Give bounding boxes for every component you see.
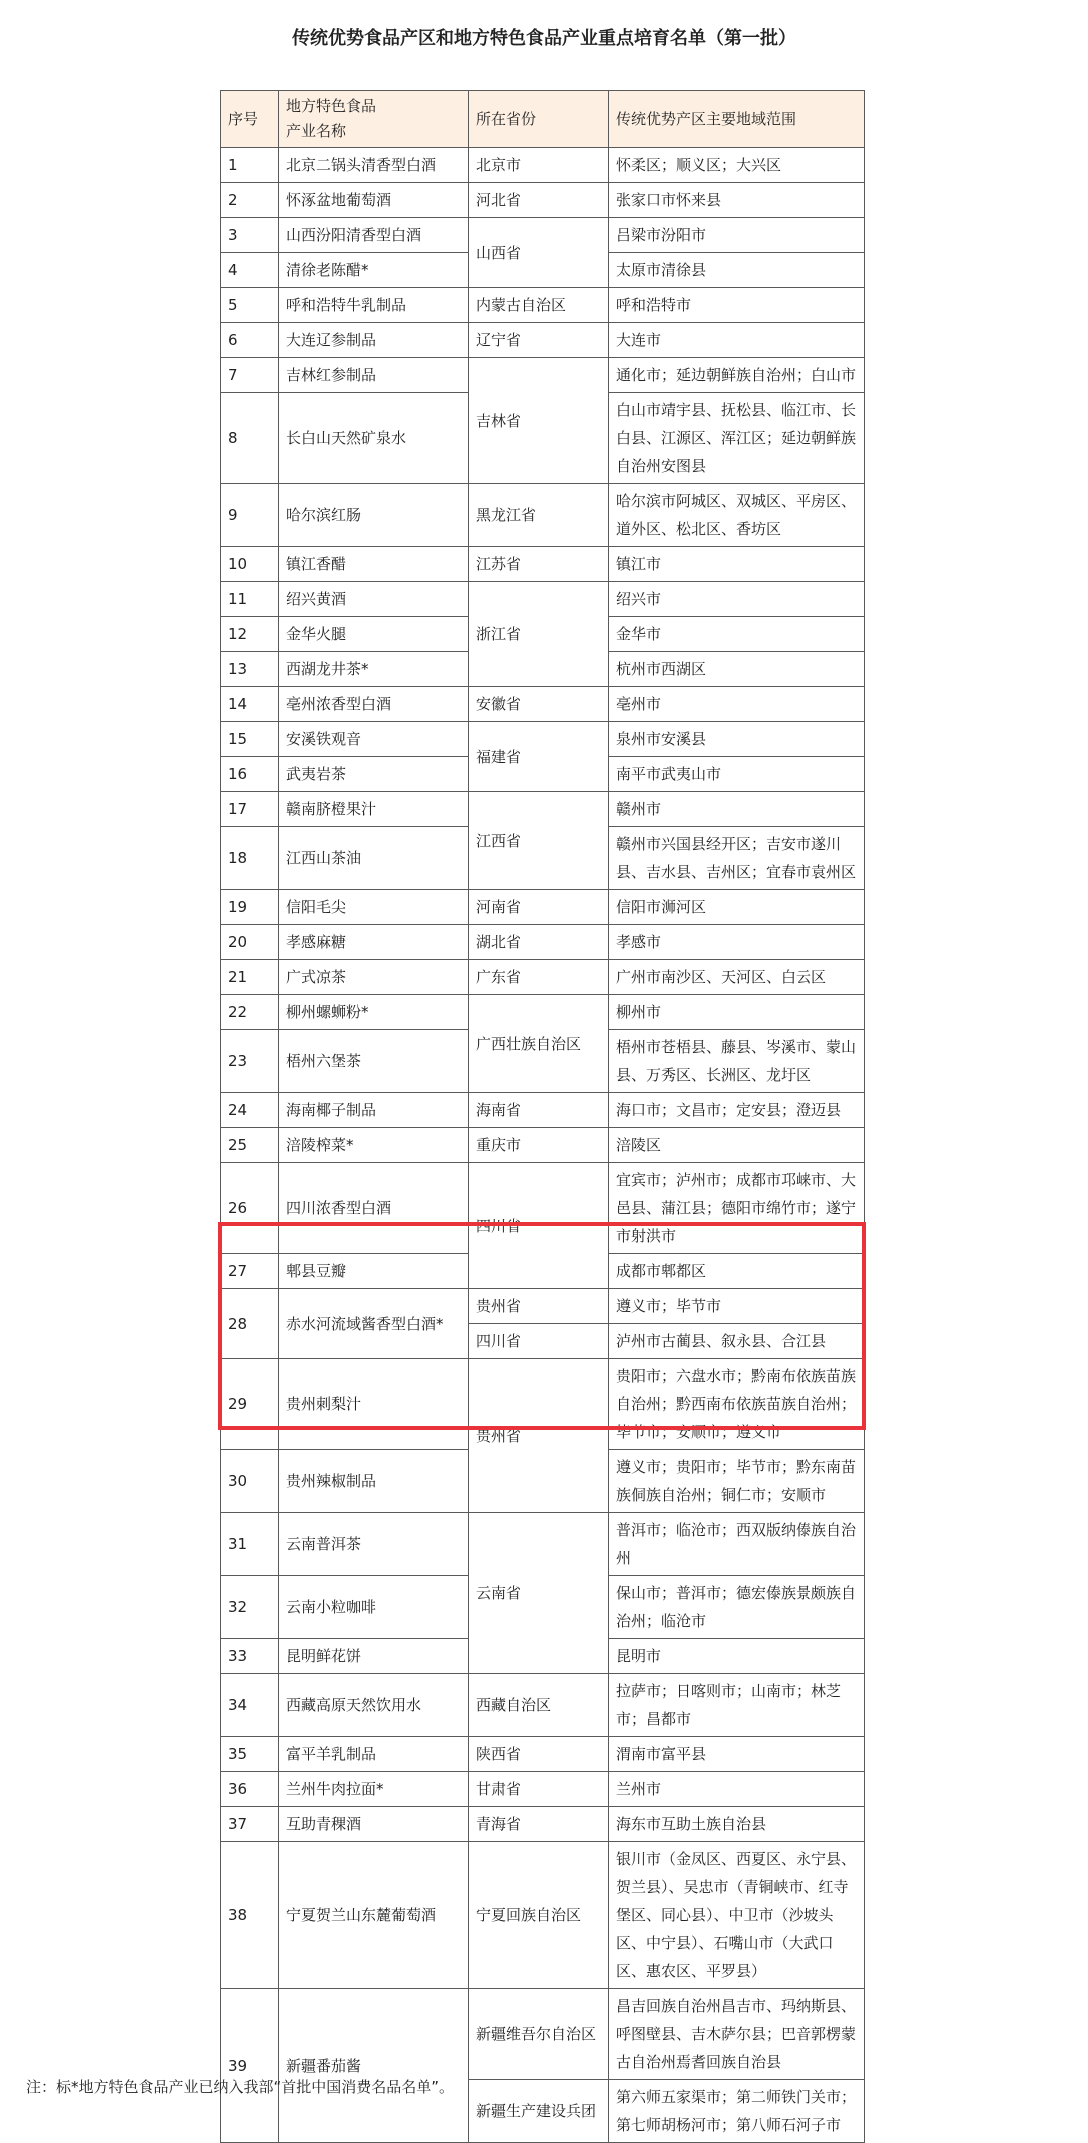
cell-name: 清徐老陈醋* bbox=[279, 253, 469, 288]
cell-seq: 30 bbox=[221, 1450, 279, 1513]
table-row bbox=[221, 323, 865, 358]
table-row bbox=[221, 1163, 865, 1254]
food-industry-table bbox=[220, 90, 865, 2143]
cell-area: 泸州市古蔺县、叙永县、合江县 bbox=[609, 1324, 865, 1359]
cell-province: 贵州省 bbox=[469, 1359, 609, 1513]
cell-seq: 3 bbox=[221, 218, 279, 253]
cell-seq: 19 bbox=[221, 890, 279, 925]
cell-name: 富平羊乳制品 bbox=[279, 1737, 469, 1772]
cell-area: 泉州市安溪县 bbox=[609, 722, 865, 757]
cell-province: 广东省 bbox=[469, 960, 609, 995]
table-row bbox=[221, 1989, 865, 2080]
cell-seq: 4 bbox=[221, 253, 279, 288]
cell-area: 普洱市；临沧市；西双版纳傣族自治州 bbox=[609, 1513, 865, 1576]
table-row bbox=[221, 1093, 865, 1128]
cell-area: 金华市 bbox=[609, 617, 865, 652]
cell-name: 广式凉茶 bbox=[279, 960, 469, 995]
cell-area: 遵义市；贵阳市；毕节市；黔东南苗族侗族自治州；铜仁市；安顺市 bbox=[609, 1450, 865, 1513]
table-row bbox=[221, 925, 865, 960]
cell-area: 绍兴市 bbox=[609, 582, 865, 617]
cell-province: 北京市 bbox=[469, 148, 609, 183]
cell-area: 信阳市浉河区 bbox=[609, 890, 865, 925]
cell-name: 信阳毛尖 bbox=[279, 890, 469, 925]
table-row bbox=[221, 1128, 865, 1163]
cell-name: 北京二锅头清香型白酒 bbox=[279, 148, 469, 183]
cell-seq: 38 bbox=[221, 1842, 279, 1989]
cell-province: 安徽省 bbox=[469, 687, 609, 722]
cell-province: 河北省 bbox=[469, 183, 609, 218]
table-row bbox=[221, 1289, 865, 1324]
cell-province: 重庆市 bbox=[469, 1128, 609, 1163]
cell-name: 山西汾阳清香型白酒 bbox=[279, 218, 469, 253]
cell-seq: 32 bbox=[221, 1576, 279, 1639]
cell-name: 互助青稞酒 bbox=[279, 1807, 469, 1842]
cell-name: 柳州螺蛳粉* bbox=[279, 995, 469, 1030]
cell-name: 西湖龙井茶* bbox=[279, 652, 469, 687]
cell-seq: 18 bbox=[221, 827, 279, 890]
cell-name: 江西山茶油 bbox=[279, 827, 469, 890]
cell-area: 镇江市 bbox=[609, 547, 865, 582]
cell-seq: 13 bbox=[221, 652, 279, 687]
cell-area: 贵阳市；六盘水市；黔南布依族苗族自治州；黔西南布依族苗族自治州；毕节市；安顺市；遵义市 bbox=[609, 1359, 865, 1450]
table-row bbox=[221, 148, 865, 183]
cell-province: 新疆生产建设兵团 bbox=[469, 2080, 609, 2143]
cell-seq: 11 bbox=[221, 582, 279, 617]
table-row bbox=[221, 218, 865, 253]
header-name bbox=[279, 91, 469, 148]
document-title: 传统优势食品产区和地方特色食品产业重点培育名单（第一批） bbox=[292, 28, 796, 49]
cell-province: 吉林省 bbox=[469, 358, 609, 484]
table-row bbox=[221, 687, 865, 722]
cell-seq: 35 bbox=[221, 1737, 279, 1772]
table-row bbox=[221, 1807, 865, 1842]
table-row bbox=[221, 288, 865, 323]
cell-area: 太原市清徐县 bbox=[609, 253, 865, 288]
table-row bbox=[221, 722, 865, 757]
cell-area: 亳州市 bbox=[609, 687, 865, 722]
cell-name: 郫县豆瓣 bbox=[279, 1254, 469, 1289]
cell-province: 云南省 bbox=[469, 1513, 609, 1674]
cell-name: 四川浓香型白酒 bbox=[279, 1163, 469, 1254]
cell-area: 哈尔滨市阿城区、双城区、平房区、道外区、松北区、香坊区 bbox=[609, 484, 865, 547]
cell-province: 广西壮族自治区 bbox=[469, 995, 609, 1093]
cell-name: 安溪铁观音 bbox=[279, 722, 469, 757]
cell-area: 宜宾市；泸州市；成都市邛崃市、大邑县、蒲江县；德阳市绵竹市；遂宁市射洪市 bbox=[609, 1163, 865, 1254]
cell-area: 赣州市兴国县经开区；吉安市遂川县、吉水县、吉州区；宜春市袁州区 bbox=[609, 827, 865, 890]
cell-seq: 23 bbox=[221, 1030, 279, 1093]
cell-name: 昆明鲜花饼 bbox=[279, 1639, 469, 1674]
cell-province: 陕西省 bbox=[469, 1737, 609, 1772]
cell-name: 贵州刺梨汁 bbox=[279, 1359, 469, 1450]
cell-province: 福建省 bbox=[469, 722, 609, 792]
cell-area: 银川市（金凤区、西夏区、永宁县、贺兰县）、吴忠市（青铜峡市、红寺堡区、同心县）、中卫市（沙坡头区、中宁县）、石嘴山市（大武口区、惠农区、平罗县） bbox=[609, 1842, 865, 1989]
cell-name: 赤水河流域酱香型白酒* bbox=[279, 1289, 469, 1359]
cell-seq: 33 bbox=[221, 1639, 279, 1674]
table-row bbox=[221, 1513, 865, 1576]
cell-seq: 26 bbox=[221, 1163, 279, 1254]
cell-seq: 12 bbox=[221, 617, 279, 652]
cell-name: 兰州牛肉拉面* bbox=[279, 1772, 469, 1807]
cell-seq: 37 bbox=[221, 1807, 279, 1842]
table-row bbox=[221, 792, 865, 827]
cell-area: 吕梁市汾阳市 bbox=[609, 218, 865, 253]
table-row bbox=[221, 1842, 865, 1989]
cell-name: 赣南脐橙果汁 bbox=[279, 792, 469, 827]
cell-seq: 10 bbox=[221, 547, 279, 582]
cell-area: 遵义市；毕节市 bbox=[609, 1289, 865, 1324]
cell-area: 孝感市 bbox=[609, 925, 865, 960]
cell-area: 南平市武夷山市 bbox=[609, 757, 865, 792]
cell-seq: 7 bbox=[221, 358, 279, 393]
cell-seq: 24 bbox=[221, 1093, 279, 1128]
cell-name: 金华火腿 bbox=[279, 617, 469, 652]
cell-name: 武夷岩茶 bbox=[279, 757, 469, 792]
footnote: 注：标*地方特色食品产业已纳入我部“首批中国消费名品名单”。 bbox=[26, 2078, 455, 2096]
cell-area: 拉萨市；日喀则市；山南市；林芝市；昌都市 bbox=[609, 1674, 865, 1737]
cell-seq: 39 bbox=[221, 1989, 279, 2143]
cell-seq: 36 bbox=[221, 1772, 279, 1807]
cell-province: 辽宁省 bbox=[469, 323, 609, 358]
cell-seq: 1 bbox=[221, 148, 279, 183]
table-row bbox=[221, 1772, 865, 1807]
header-area: 传统优势产区主要地域范围 bbox=[609, 91, 865, 148]
cell-seq: 22 bbox=[221, 995, 279, 1030]
cell-name: 梧州六堡茶 bbox=[279, 1030, 469, 1093]
cell-area: 第六师五家渠市；第二师铁门关市；第七师胡杨河市；第八师石河子市 bbox=[609, 2080, 865, 2143]
cell-area: 广州市南沙区、天河区、白云区 bbox=[609, 960, 865, 995]
table-row bbox=[221, 890, 865, 925]
table-row bbox=[221, 484, 865, 547]
cell-area: 柳州市 bbox=[609, 995, 865, 1030]
cell-area: 海东市互助土族自治县 bbox=[609, 1807, 865, 1842]
cell-area: 涪陵区 bbox=[609, 1128, 865, 1163]
header-name-line1: 地方特色食品 bbox=[286, 97, 377, 115]
cell-province: 黑龙江省 bbox=[469, 484, 609, 547]
cell-province: 宁夏回族自治区 bbox=[469, 1842, 609, 1989]
cell-seq: 29 bbox=[221, 1359, 279, 1450]
cell-area: 张家口市怀来县 bbox=[609, 183, 865, 218]
cell-province: 海南省 bbox=[469, 1093, 609, 1128]
cell-seq: 6 bbox=[221, 323, 279, 358]
cell-province: 江西省 bbox=[469, 792, 609, 890]
table-row bbox=[221, 582, 865, 617]
cell-area: 兰州市 bbox=[609, 1772, 865, 1807]
table-row bbox=[221, 1359, 865, 1450]
header-name-line2: 产业名称 bbox=[286, 122, 347, 140]
cell-name: 涪陵榨菜* bbox=[279, 1128, 469, 1163]
cell-seq: 16 bbox=[221, 757, 279, 792]
cell-name: 呼和浩特牛乳制品 bbox=[279, 288, 469, 323]
header-seq: 序号 bbox=[221, 91, 279, 148]
cell-seq: 25 bbox=[221, 1128, 279, 1163]
cell-seq: 17 bbox=[221, 792, 279, 827]
cell-name: 西藏高原天然饮用水 bbox=[279, 1674, 469, 1737]
cell-province: 湖北省 bbox=[469, 925, 609, 960]
cell-province: 西藏自治区 bbox=[469, 1674, 609, 1737]
table-row bbox=[221, 1737, 865, 1772]
table-row bbox=[221, 547, 865, 582]
cell-area: 怀柔区；顺义区；大兴区 bbox=[609, 148, 865, 183]
cell-area: 通化市；延边朝鲜族自治州；白山市 bbox=[609, 358, 865, 393]
cell-area: 成都市郫都区 bbox=[609, 1254, 865, 1289]
cell-seq: 5 bbox=[221, 288, 279, 323]
cell-name: 宁夏贺兰山东麓葡萄酒 bbox=[279, 1842, 469, 1989]
cell-seq: 2 bbox=[221, 183, 279, 218]
cell-name: 云南小粒咖啡 bbox=[279, 1576, 469, 1639]
cell-province: 山西省 bbox=[469, 218, 609, 288]
cell-name: 怀涿盆地葡萄酒 bbox=[279, 183, 469, 218]
cell-name: 孝感麻糖 bbox=[279, 925, 469, 960]
cell-seq: 31 bbox=[221, 1513, 279, 1576]
cell-province: 四川省 bbox=[469, 1163, 609, 1289]
cell-area: 保山市；普洱市；德宏傣族景颇族自治州；临沧市 bbox=[609, 1576, 865, 1639]
cell-area: 杭州市西湖区 bbox=[609, 652, 865, 687]
cell-area: 呼和浩特市 bbox=[609, 288, 865, 323]
cell-name: 吉林红参制品 bbox=[279, 358, 469, 393]
cell-name: 云南普洱茶 bbox=[279, 1513, 469, 1576]
cell-province: 河南省 bbox=[469, 890, 609, 925]
cell-province: 江苏省 bbox=[469, 547, 609, 582]
cell-area: 大连市 bbox=[609, 323, 865, 358]
cell-seq: 8 bbox=[221, 393, 279, 484]
table-row bbox=[221, 960, 865, 995]
cell-province: 贵州省 bbox=[469, 1289, 609, 1324]
table-header-row bbox=[221, 91, 865, 148]
cell-seq: 9 bbox=[221, 484, 279, 547]
cell-area: 白山市靖宇县、抚松县、临江市、长白县、江源区、浑江区；延边朝鲜族自治州安图县 bbox=[609, 393, 865, 484]
table-row bbox=[221, 995, 865, 1030]
cell-name: 海南椰子制品 bbox=[279, 1093, 469, 1128]
cell-area: 梧州市苍梧县、藤县、岑溪市、蒙山县、万秀区、长洲区、龙圩区 bbox=[609, 1030, 865, 1093]
cell-province: 甘肃省 bbox=[469, 1772, 609, 1807]
cell-name: 绍兴黄酒 bbox=[279, 582, 469, 617]
table-row bbox=[221, 183, 865, 218]
cell-province: 四川省 bbox=[469, 1324, 609, 1359]
cell-name: 新疆番茄酱 bbox=[279, 1989, 469, 2143]
cell-province: 青海省 bbox=[469, 1807, 609, 1842]
cell-seq: 21 bbox=[221, 960, 279, 995]
cell-province: 浙江省 bbox=[469, 582, 609, 687]
cell-seq: 28 bbox=[221, 1289, 279, 1359]
cell-province: 内蒙古自治区 bbox=[469, 288, 609, 323]
cell-area: 渭南市富平县 bbox=[609, 1737, 865, 1772]
cell-area: 昌吉回族自治州昌吉市、玛纳斯县、呼图壁县、吉木萨尔县；巴音郭楞蒙古自治州焉耆回族自治县 bbox=[609, 1989, 865, 2080]
cell-name: 镇江香醋 bbox=[279, 547, 469, 582]
cell-area: 昆明市 bbox=[609, 1639, 865, 1674]
cell-name: 亳州浓香型白酒 bbox=[279, 687, 469, 722]
cell-name: 贵州辣椒制品 bbox=[279, 1450, 469, 1513]
cell-province: 新疆维吾尔自治区 bbox=[469, 1989, 609, 2080]
cell-name: 哈尔滨红肠 bbox=[279, 484, 469, 547]
cell-area: 海口市；文昌市；定安县；澄迈县 bbox=[609, 1093, 865, 1128]
cell-seq: 20 bbox=[221, 925, 279, 960]
cell-name: 大连辽参制品 bbox=[279, 323, 469, 358]
cell-seq: 14 bbox=[221, 687, 279, 722]
cell-seq: 27 bbox=[221, 1254, 279, 1289]
table-row bbox=[221, 358, 865, 393]
cell-seq: 34 bbox=[221, 1674, 279, 1737]
cell-area: 赣州市 bbox=[609, 792, 865, 827]
table-row bbox=[221, 1674, 865, 1737]
cell-seq: 15 bbox=[221, 722, 279, 757]
header-province: 所在省份 bbox=[469, 91, 609, 148]
cell-name: 长白山天然矿泉水 bbox=[279, 393, 469, 484]
